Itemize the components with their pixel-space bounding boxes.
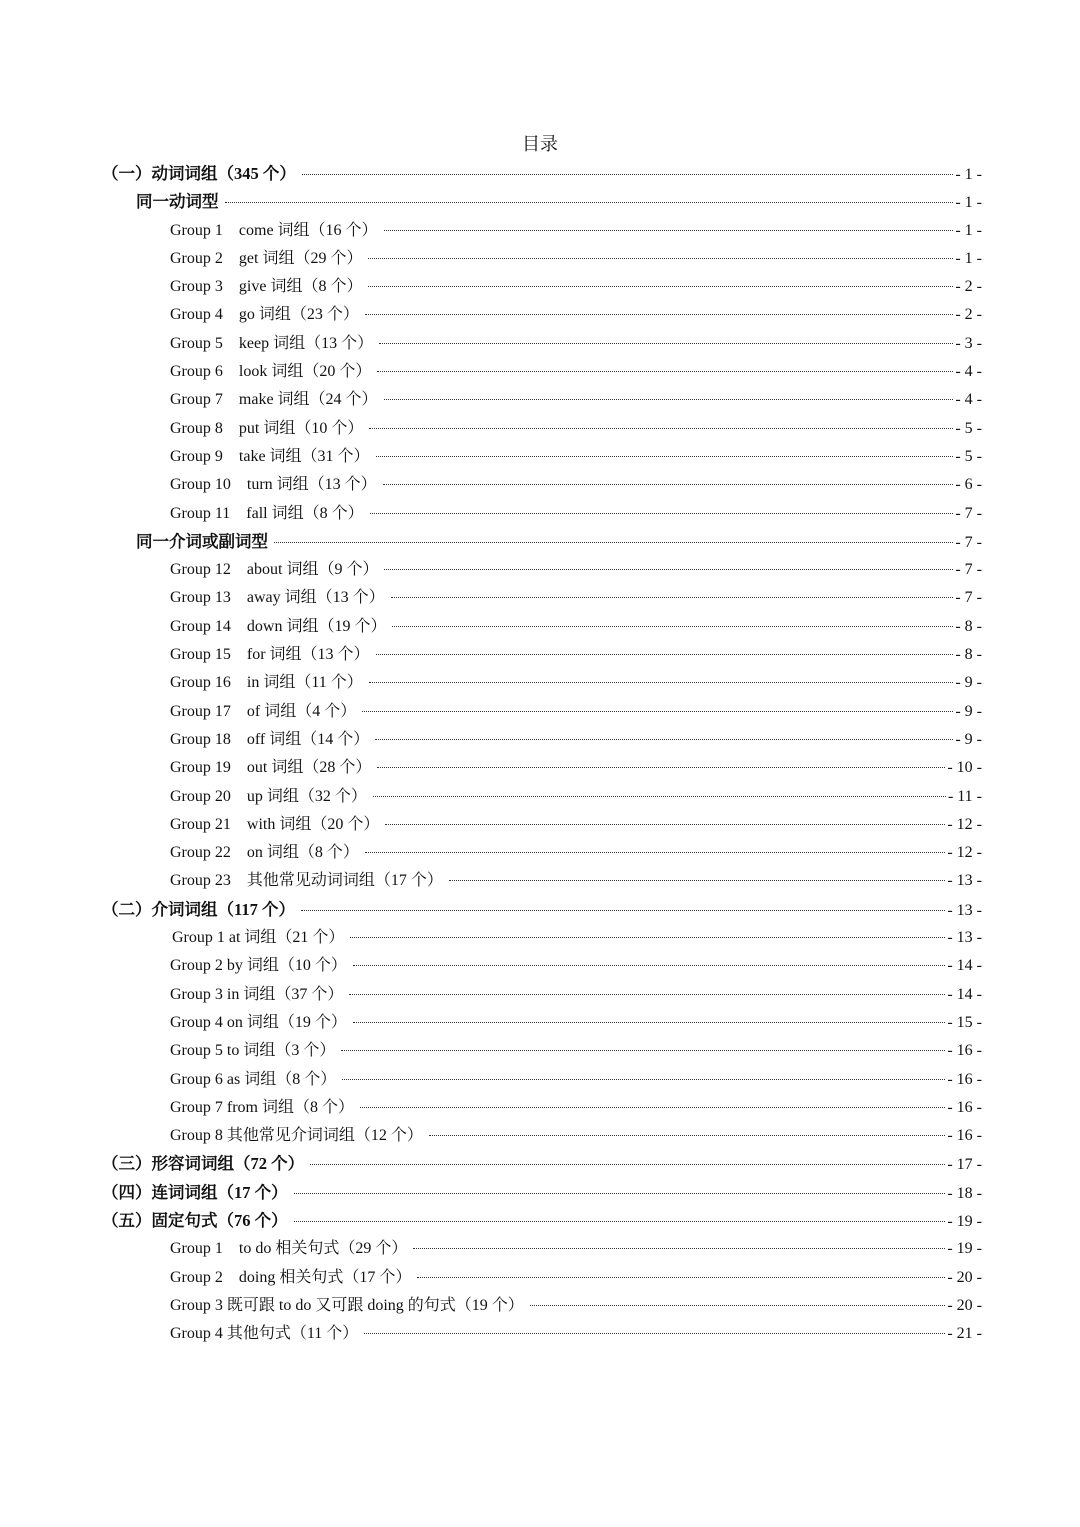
toc-entry-group: Group 5	[170, 334, 223, 352]
dot-leader	[301, 910, 945, 911]
toc-entry-group: Group 20	[170, 787, 231, 805]
toc-page-number: - 8 -	[955, 646, 982, 664]
toc-title: 目录	[522, 134, 558, 154]
toc-page-number: - 2 -	[955, 306, 982, 324]
toc-entry[interactable]	[0, 811, 1080, 839]
toc-entry-label	[170, 556, 378, 584]
toc-entry-topic: out 词组（28 个）	[246, 759, 372, 777]
toc-entry-label	[170, 1122, 423, 1150]
toc-entry-label	[136, 188, 219, 216]
toc-entry-topic: away 词组（13 个）	[246, 589, 385, 607]
toc-page-number: - 13 -	[947, 901, 982, 919]
toc-page-number: - 20 -	[947, 1296, 982, 1314]
dot-leader	[362, 711, 953, 712]
toc-entry[interactable]	[0, 1066, 1080, 1094]
toc-entry[interactable]	[0, 1122, 1080, 1150]
dot-leader	[449, 880, 945, 881]
toc-page-number: - 1 -	[955, 194, 982, 212]
toc-entry[interactable]	[0, 500, 1080, 528]
toc-entry[interactable]	[0, 528, 1080, 556]
toc-entry[interactable]	[0, 217, 1080, 245]
toc-entry-label	[170, 641, 370, 669]
toc-entry-label	[170, 1037, 335, 1065]
toc-page-number: - 7 -	[955, 561, 982, 579]
toc-page-number: - 21 -	[947, 1325, 982, 1343]
toc-entry[interactable]	[0, 1179, 1080, 1207]
toc-page-number: - 9 -	[955, 730, 982, 748]
toc-entry-group: Group 16	[170, 674, 231, 692]
toc-entry-label	[170, 584, 385, 612]
toc-page-number: - 6 -	[955, 476, 982, 494]
toc-entry-topic: fall 词组（8 个）	[246, 504, 364, 522]
dot-leader	[350, 937, 945, 938]
toc-page-number: - 12 -	[947, 815, 982, 833]
toc-entry-group: Group 11	[170, 504, 231, 522]
dot-leader	[360, 1107, 945, 1108]
toc-entry-topic: put 词组（10 个）	[238, 419, 364, 437]
dot-leader	[373, 796, 946, 797]
toc-entry[interactable]	[0, 981, 1080, 1009]
toc-entry-topic: turn 词组（13 个）	[246, 476, 377, 494]
toc-entry-group: Group 23	[170, 872, 231, 890]
toc-entry[interactable]	[0, 301, 1080, 329]
dot-leader	[349, 994, 945, 995]
dot-leader	[225, 202, 954, 203]
toc-entry[interactable]	[0, 726, 1080, 754]
dot-leader	[384, 569, 953, 570]
toc-entry-label	[170, 867, 443, 895]
dot-leader	[377, 371, 953, 372]
dot-leader	[369, 682, 954, 683]
toc-entry-topic: about 词组（9 个）	[246, 561, 379, 579]
toc-page-number: - 4 -	[955, 363, 982, 381]
toc-entry-group: Group 4 on 词组（19 个）	[170, 1013, 347, 1031]
dot-leader	[274, 542, 953, 543]
dot-leader	[342, 1079, 945, 1080]
toc-entry[interactable]	[0, 584, 1080, 612]
toc-entry[interactable]	[0, 783, 1080, 811]
toc-page-number: - 11 -	[947, 787, 982, 805]
toc-entry-group: Group 1	[170, 1240, 223, 1258]
dot-leader	[384, 399, 954, 400]
toc-entry-group: 同一介词或副词型	[136, 531, 268, 551]
toc-entry-label	[170, 613, 386, 641]
toc-entry-label	[172, 924, 344, 952]
toc-entry-label	[170, 726, 369, 754]
toc-entry-label	[170, 1235, 407, 1263]
table-of-contents	[0, 160, 1080, 1348]
toc-entry-label	[170, 386, 378, 414]
toc-page-number: - 9 -	[955, 702, 982, 720]
toc-entry-label	[170, 443, 370, 471]
toc-entry-topic: keep 词组（13 个）	[238, 334, 374, 352]
toc-entry-label	[102, 1179, 288, 1207]
toc-entry-group: Group 3	[170, 278, 223, 296]
dot-leader	[302, 174, 953, 175]
toc-page-number: - 16 -	[947, 1098, 982, 1116]
toc-entry-label	[170, 698, 356, 726]
dot-leader	[365, 852, 945, 853]
toc-page-number: - 7 -	[955, 533, 982, 551]
dot-leader	[376, 654, 954, 655]
toc-page-number: - 14 -	[947, 985, 982, 1003]
toc-page-number: - 10 -	[947, 759, 982, 777]
toc-entry-label	[102, 896, 295, 924]
toc-page-number: - 19 -	[947, 1240, 982, 1258]
toc-entry[interactable]	[0, 867, 1080, 895]
toc-page-number: - 19 -	[947, 1212, 982, 1230]
toc-entry-label	[170, 1009, 347, 1037]
toc-entry-label	[170, 330, 373, 358]
toc-entry-label	[170, 783, 367, 811]
toc-entry-label	[170, 500, 364, 528]
toc-entry[interactable]	[0, 443, 1080, 471]
toc-entry-group: Group 7	[170, 391, 223, 409]
toc-entry-group: Group 5 to 词组（3 个）	[170, 1042, 336, 1060]
toc-entry-label	[170, 415, 363, 443]
toc-page-number: - 20 -	[947, 1268, 982, 1286]
toc-entry[interactable]	[0, 1207, 1080, 1235]
toc-entry[interactable]	[0, 896, 1080, 924]
toc-entry[interactable]	[0, 613, 1080, 641]
toc-page-number: - 2 -	[955, 278, 982, 296]
toc-page-number: - 1 -	[955, 221, 982, 239]
toc-entry-group: 同一动词型	[136, 192, 219, 212]
toc-entry[interactable]	[0, 924, 1080, 952]
toc-entry[interactable]	[0, 556, 1080, 584]
toc-page-number: - 3 -	[955, 334, 982, 352]
toc-entry-topic: make 词组（24 个）	[238, 391, 378, 409]
toc-page-number: - 5 -	[955, 419, 982, 437]
toc-entry-label	[170, 273, 362, 301]
toc-entry[interactable]	[0, 358, 1080, 386]
dot-leader	[377, 767, 945, 768]
toc-entry-group: Group 1 at 词组（21 个）	[172, 929, 345, 947]
toc-entry-label	[102, 160, 296, 188]
toc-entry[interactable]	[0, 1235, 1080, 1263]
toc-entry-label	[170, 1066, 336, 1094]
toc-entry-label	[170, 981, 343, 1009]
toc-entry[interactable]	[0, 330, 1080, 358]
toc-entry[interactable]	[0, 273, 1080, 301]
dot-leader	[353, 1022, 945, 1023]
dot-leader	[310, 1164, 945, 1165]
dot-leader	[379, 343, 953, 344]
dot-leader	[369, 428, 953, 429]
toc-entry-topic: doing 相关句式（17 个）	[238, 1268, 412, 1286]
toc-entry-group: Group 19	[170, 759, 231, 777]
dot-leader	[341, 1050, 945, 1051]
dot-leader	[294, 1221, 946, 1222]
toc-entry-label	[170, 217, 378, 245]
toc-entry[interactable]	[0, 1292, 1080, 1320]
toc-entry-group: Group 18	[170, 730, 231, 748]
toc-entry-topic: go 词组（23 个）	[238, 306, 359, 324]
toc-entry[interactable]	[0, 415, 1080, 443]
toc-entry[interactable]	[0, 1009, 1080, 1037]
toc-entry-group: Group 21	[170, 815, 231, 833]
toc-entry-topic: look 词组（20 个）	[238, 363, 372, 381]
toc-entry-group: Group 22	[170, 844, 231, 862]
toc-page-number: - 8 -	[955, 617, 982, 635]
toc-entry-label	[170, 1292, 524, 1320]
toc-entry-label	[170, 358, 371, 386]
dot-leader	[368, 286, 953, 287]
toc-entry-group: Group 1	[170, 221, 223, 239]
toc-entry-group: Group 6	[170, 363, 223, 381]
toc-entry[interactable]	[0, 188, 1080, 216]
dot-leader	[385, 824, 945, 825]
toc-entry-label	[170, 754, 371, 782]
toc-entry-group: Group 2	[170, 249, 223, 267]
toc-entry-label	[170, 471, 377, 499]
toc-page-number: - 16 -	[947, 1127, 982, 1145]
dot-leader	[417, 1277, 945, 1278]
toc-entry-topic: down 词组（19 个）	[246, 617, 387, 635]
toc-entry-group: （五）固定句式（76 个）	[102, 1210, 288, 1230]
toc-entry-group: Group 12	[170, 561, 231, 579]
toc-entry[interactable]	[0, 839, 1080, 867]
toc-entry-label	[170, 952, 347, 980]
toc-entry-label	[170, 669, 363, 697]
toc-entry[interactable]	[0, 1037, 1080, 1065]
toc-entry[interactable]	[0, 1094, 1080, 1122]
toc-entry-group: Group 2	[170, 1268, 223, 1286]
toc-page-number: - 16 -	[947, 1042, 982, 1060]
toc-page-number: - 4 -	[955, 391, 982, 409]
toc-entry-group: Group 15	[170, 646, 231, 664]
toc-entry-topic: up 词组（32 个）	[246, 787, 367, 805]
dot-leader	[364, 1333, 945, 1334]
toc-entry-topic: give 词组（8 个）	[238, 278, 363, 296]
dot-leader	[294, 1193, 946, 1194]
toc-entry-label	[136, 528, 268, 556]
dot-leader	[392, 626, 953, 627]
dot-leader	[429, 1135, 945, 1136]
toc-entry-topic: to do 相关句式（29 个）	[238, 1240, 408, 1258]
dot-leader	[368, 258, 953, 259]
dot-leader	[353, 965, 945, 966]
toc-entry[interactable]	[0, 160, 1080, 188]
toc-entry-group: （四）连词词组（17 个）	[102, 1182, 288, 1202]
toc-entry-topic: in 词组（11 个）	[246, 674, 363, 692]
toc-page-number: - 13 -	[947, 872, 982, 890]
toc-entry-label	[170, 245, 362, 273]
toc-entry-label	[170, 1094, 354, 1122]
toc-page-number: - 9 -	[955, 674, 982, 692]
toc-entry-topic: of 词组（4 个）	[246, 702, 357, 720]
toc-entry[interactable]	[0, 1150, 1080, 1178]
toc-entry-group: （一）动词词组（345 个）	[102, 164, 296, 183]
toc-page-number: - 18 -	[947, 1184, 982, 1202]
toc-entry-group: Group 13	[170, 589, 231, 607]
toc-entry-group: Group 4 其他句式（11 个）	[170, 1325, 359, 1343]
toc-entry[interactable]	[0, 698, 1080, 726]
toc-entry-group: （二）介词词组（117 个）	[102, 899, 295, 919]
toc-entry-group: （三）形容词词组（72 个）	[102, 1154, 305, 1174]
toc-entry-group: Group 3 in 词组（37 个）	[170, 985, 344, 1003]
dot-leader	[375, 739, 953, 740]
toc-entry-group: Group 8	[170, 419, 223, 437]
toc-entry-label	[102, 1150, 304, 1178]
toc-entry-label	[170, 1320, 358, 1348]
toc-entry-group: Group 6 as 词组（8 个）	[170, 1070, 337, 1088]
dot-leader	[530, 1305, 946, 1306]
toc-page-number: - 14 -	[947, 957, 982, 975]
toc-entry[interactable]	[0, 754, 1080, 782]
toc-entry[interactable]	[0, 1320, 1080, 1348]
toc-entry[interactable]	[0, 471, 1080, 499]
toc-page-number: - 7 -	[955, 504, 982, 522]
toc-entry-group: Group 9	[170, 447, 223, 465]
toc-entry-topic: take 词组（31 个）	[238, 447, 370, 465]
dot-leader	[413, 1248, 945, 1249]
toc-entry-topic: on 词组（8 个）	[246, 844, 359, 862]
toc-entry-topic: get 词组（29 个）	[238, 249, 363, 267]
toc-page-number: - 13 -	[947, 929, 982, 947]
dot-leader	[383, 484, 954, 485]
toc-entry-topic: for 词组（13 个）	[246, 646, 370, 664]
toc-page-number: - 5 -	[955, 447, 982, 465]
toc-page-number: - 1 -	[955, 166, 982, 183]
toc-page-number: - 12 -	[947, 844, 982, 862]
toc-entry-group: Group 4	[170, 306, 223, 324]
dot-leader	[384, 230, 954, 231]
toc-entry-topic: off 词组（14 个）	[246, 730, 370, 748]
toc-entry[interactable]	[0, 952, 1080, 980]
toc-entry-group: Group 17	[170, 702, 231, 720]
toc-entry[interactable]	[0, 641, 1080, 669]
toc-entry-group: Group 7 from 词组（8 个）	[170, 1098, 354, 1116]
toc-entry-group: Group 14	[170, 617, 231, 635]
toc-entry-group: Group 10	[170, 476, 231, 494]
toc-entry-label	[102, 1207, 288, 1235]
dot-leader	[376, 456, 954, 457]
toc-page-number: - 7 -	[955, 589, 982, 607]
toc-entry[interactable]	[0, 669, 1080, 697]
toc-page-number: - 16 -	[947, 1070, 982, 1088]
toc-entry-label	[170, 839, 359, 867]
toc-page-number: - 15 -	[947, 1013, 982, 1031]
toc-entry[interactable]	[0, 1264, 1080, 1292]
dot-leader	[370, 513, 954, 514]
toc-entry[interactable]	[0, 245, 1080, 273]
toc-page-number: - 1 -	[955, 249, 982, 267]
toc-entry-topic: with 词组（20 个）	[246, 815, 380, 833]
toc-entry-group: Group 8 其他常见介词词组（12 个）	[170, 1127, 423, 1145]
toc-entry-topic: come 词组（16 个）	[238, 221, 378, 239]
toc-entry-topic: 其他常见动词词组（17 个）	[246, 872, 443, 890]
dot-leader	[365, 314, 953, 315]
toc-page-number: - 17 -	[947, 1156, 982, 1174]
toc-entry-group: Group 2 by 词组（10 个）	[170, 957, 347, 975]
toc-entry-label	[170, 301, 359, 329]
dot-leader	[391, 597, 954, 598]
toc-entry-label	[170, 1264, 411, 1292]
toc-entry-label	[170, 811, 379, 839]
toc-entry-group: Group 3 既可跟 to do 又可跟 doing 的句式（19 个）	[170, 1296, 524, 1314]
toc-entry[interactable]	[0, 386, 1080, 414]
